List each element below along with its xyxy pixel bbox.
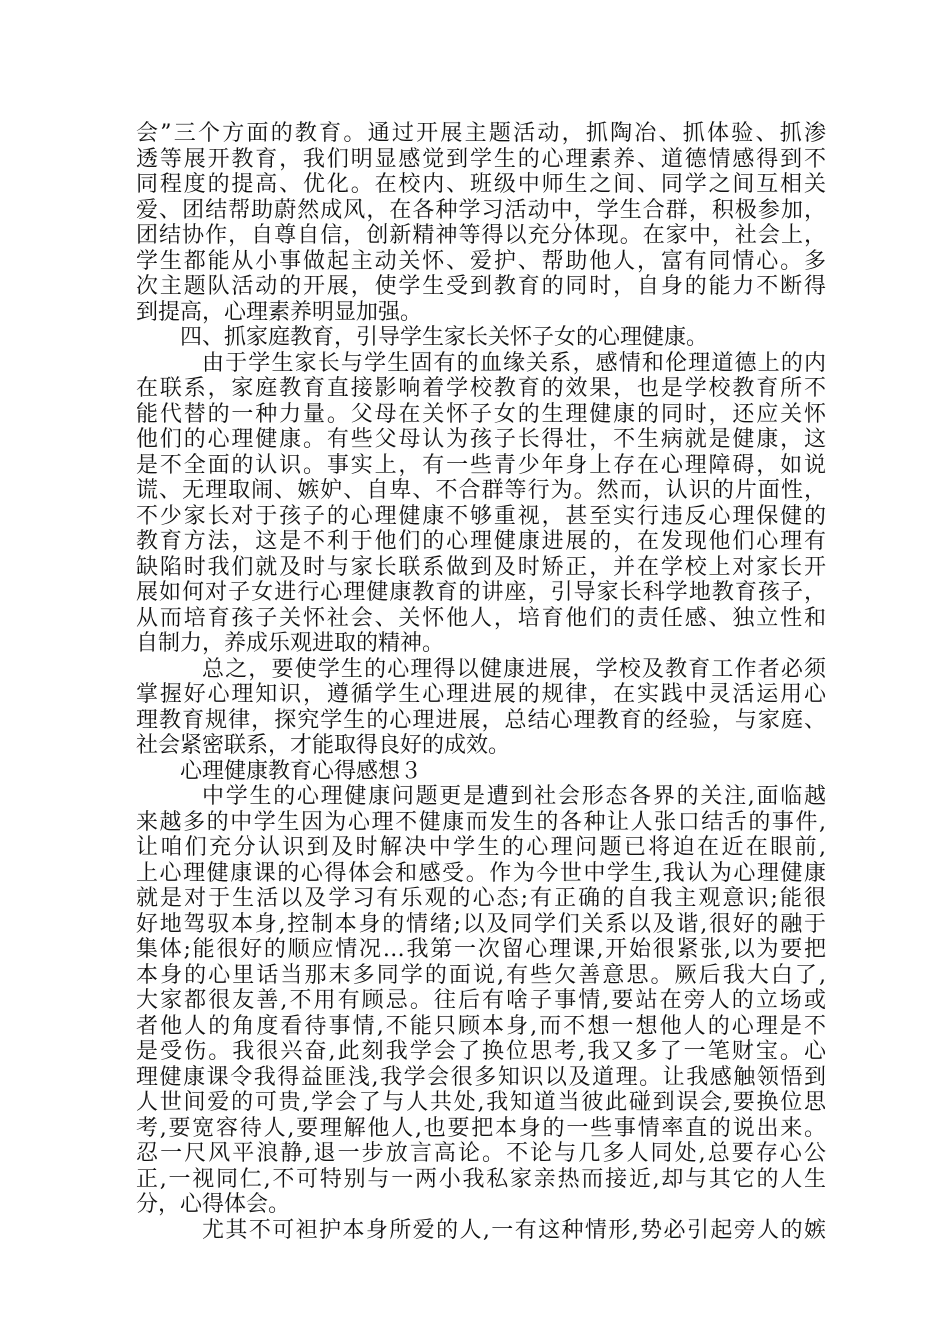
section-heading: 四、抓家庭教育，引导学生家长关怀子女的心理健康。	[180, 325, 709, 350]
text-line: 好地驾驭本身,控制本身的情绪;以及同学们关系以及谐,很好的融于	[136, 912, 826, 937]
text-line: 掌握好心理知识，遵循学生心理进展的规律，在实践中灵活运用心	[136, 682, 826, 707]
section-heading: 心理健康教育心得感想３	[180, 759, 423, 784]
text-line: 到提高，心理素养明显加强。	[136, 300, 423, 325]
text-line: 他们的心理健康。有些父母认为孩子长得壮，不生病就是健康，这	[136, 427, 826, 452]
text-line: 能代替的一种力量。父母在关怀子女的生理健康的同时，还应关怀	[136, 402, 826, 427]
text-line: 人世间爱的可贵,学会了与人共处,我知道当彼此碰到误会,要换位思	[136, 1090, 826, 1115]
text-line: 大家都很友善,不用有顾忌。往后有啥子事情,要站在旁人的立场或	[136, 988, 826, 1013]
text-line: 考,要宽容待人,要理解他人,也要把本身的一些事情率直的说出来。	[136, 1116, 826, 1141]
text-line: 展如何对子女进行心理健康教育的讲座，引导家长科学地教育孩子，	[136, 580, 826, 605]
text-line: 本身的心里话当那末多同学的面说,有些欠善意思。厥后我大白了,	[136, 963, 826, 988]
text-line: 上心理健康课的心得体会和感受。作为今世中学生,我认为心理健康	[136, 861, 826, 886]
text-line: 教育方法，这是不利于他们的心理健康进展的，在发现他们心理有	[136, 529, 826, 554]
text-line: 分，心得体会。	[136, 1192, 291, 1217]
text-line: 在联系，家庭教育直接影响着学校教育的效果，也是学校教育所不	[136, 376, 826, 401]
text-line: 是不全面的认识。事实上，有一些青少年身上存在心理障碍，如说	[136, 453, 826, 478]
text-line: 自制力，养成乐观进取的精神。	[136, 631, 445, 656]
text-line: 理教育规律，探究学生的心理进展，总结心理教育的经验，与家庭、	[136, 708, 826, 733]
text-line: 会”三个方面的教育。通过开展主题活动，抓陶冶、抓体验、抓渗	[136, 121, 826, 146]
text-line: 中学生的心理健康问题更是遭到社会形态各界的关注,面临越	[202, 784, 826, 809]
text-line: 来越多的中学生因为心理不健康而发生的各种让人张口结舌的事件,	[136, 810, 826, 835]
text-line: 者他人的角度看待事情,不能只顾本身,而不想一想他人的心理是不	[136, 1014, 826, 1039]
text-line: 透等展开教育，我们明显感觉到学生的心理素养、道德情感得到不	[136, 147, 826, 172]
text-line: 总之，要使学生的心理得以健康进展，学校及教育工作者必须	[202, 657, 826, 682]
text-line: 爱、团结帮助蔚然成风，在各种学习活动中，学生合群，积极参加，	[136, 198, 826, 223]
text-line: 次主题队活动的开展，使学生受到教育的同时，自身的能力不断得	[136, 274, 826, 299]
text-line: 集体;能很好的顺应情况…我第一次留心理课,开始很紧张,以为要把	[136, 937, 826, 962]
text-line: 从而培育孩子关怀社会、关怀他人，培育他们的责任感、独立性和	[136, 606, 826, 631]
text-line: 由于学生家长与学生固有的血缘关系，感情和伦理道德上的内	[202, 351, 826, 376]
text-line: 让咱们充分认识到及时解决中学生的心理问题已将迫在近在眼前,	[136, 835, 826, 860]
text-line: 不少家长对于孩子的心理健康不够重视，甚至实行违反心理保健的	[136, 504, 826, 529]
text-line: 尤其不可袒护本身所爱的人,一有这种情形,势必引起旁人的嫉	[202, 1218, 826, 1243]
text-line: 社会紧密联系，才能取得良好的成效。	[136, 733, 511, 758]
text-line: 忍一尺风平浪静,退一步放言高论。不论与几多人同处,总要存心公	[136, 1141, 826, 1166]
text-line: 谎、无理取闹、嫉妒、自卑、不合群等行为。然而，认识的片面性，	[136, 478, 826, 503]
text-line: 正,一视同仁,不可特别与一两小我私家亲热而接近,却与其它的人生	[136, 1167, 826, 1192]
text-line: 同程度的提高、优化。在校内、班级中师生之间、同学之间互相关	[136, 172, 826, 197]
text-line: 是受伤。我很兴奋,此刻我学会了换位思考,我又多了一笔财宝。心	[136, 1039, 826, 1064]
text-line: 缺陷时我们就及时与家长联系做到及时矫正，并在学校上对家长开	[136, 555, 826, 580]
text-line: 理健康课令我得益匪浅,我学会很多知识以及道理。让我感触领悟到	[136, 1065, 826, 1090]
text-line: 学生都能从小事做起主动关怀、爱护、帮助他人，富有同情心。多	[136, 249, 826, 274]
text-line: 团结协作，自尊自信，创新精神等得以充分体现。在家中，社会上，	[136, 223, 826, 248]
text-line: 就是对于生活以及学习有乐观的心态;有正确的自我主观意识;能很	[136, 886, 826, 911]
